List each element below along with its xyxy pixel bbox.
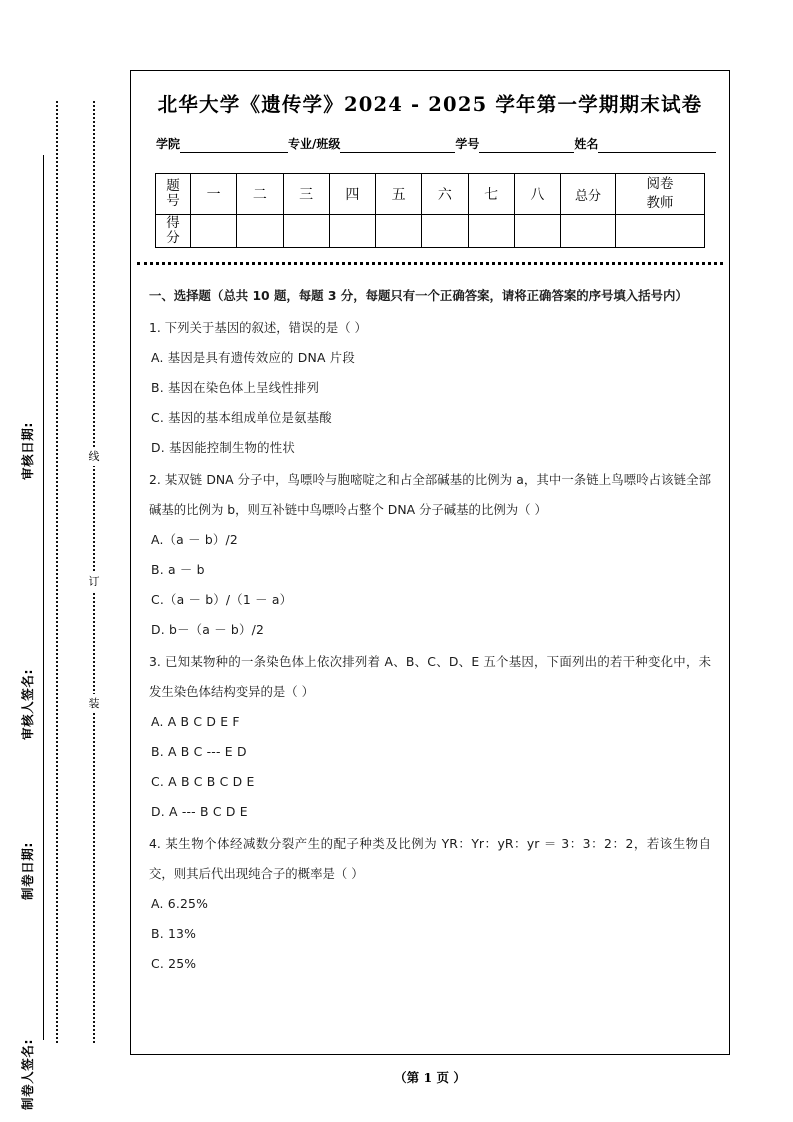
question-4-stem: 4. 某生物个体经减数分裂产生的配子种类及比例为 YR：Yr：yR：yr ＝ 3：3：2：2，若该生物自交，则其后代出现纯合子的概率是（ ） [149, 836, 711, 881]
col-header-total: 总分 [561, 174, 616, 215]
score-cell-5[interactable] [376, 215, 422, 248]
field-college-input[interactable] [180, 139, 288, 153]
score-cell-1[interactable] [191, 215, 237, 248]
page-title: 北华大学《遗传学》2024 - 2025 学年第一学期期末试卷 [157, 93, 703, 116]
left-margin-furniture [0, 0, 130, 1122]
question-2-option-c[interactable]: C.（a － b）/（1 － a） [151, 592, 293, 607]
row-label-score [156, 215, 191, 248]
col-header-1: 一 [191, 174, 237, 215]
question-1-option-b[interactable]: B. 基因在染色体上呈线性排列 [151, 380, 320, 395]
question-1-option-a[interactable]: A. 基因是具有遗传效应的 DNA 片段 [151, 350, 355, 365]
col-header-3: 三 [283, 174, 329, 215]
field-name-input[interactable] [598, 139, 716, 153]
score-cell-grader[interactable] [616, 215, 705, 248]
margin-label-review-date: 审核日期: [20, 422, 35, 480]
score-cell-total[interactable] [561, 215, 616, 248]
question-1-stem: 1. 下列关于基因的叙述，错误的是（ ） [149, 320, 367, 335]
field-student-id [455, 135, 574, 153]
row-label-question-number-line2: 号 [166, 193, 180, 209]
row-label-score-line1: 得 [166, 215, 180, 231]
col-header-grader [616, 174, 705, 215]
question-3-option-c[interactable]: C. A B C B C D E [151, 774, 255, 789]
score-cell-3[interactable] [283, 215, 329, 248]
question-body [149, 281, 711, 979]
page-footer: （第 1 页 ） [394, 1070, 466, 1085]
question-3-stem: 3. 已知某物种的一条染色体上依次排列着 A、B、C、D、E 五个基因，下面列出的若干种变化中，未发生染色体结构变异的是（ ） [149, 654, 711, 699]
table-row-question-numbers [156, 174, 705, 215]
question-3-option-b[interactable]: B. A B C --- E D [151, 744, 247, 759]
dotted-separator [137, 262, 723, 265]
field-student-id-label: 学号 [455, 137, 480, 151]
margin-solid-rule [43, 155, 44, 1040]
field-student-id-input[interactable] [479, 139, 574, 153]
question-1-option-c[interactable]: C. 基因的基本组成单位是氨基酸 [151, 410, 332, 425]
table-row-scores [156, 215, 705, 248]
field-name [574, 135, 716, 153]
row-label-question-number [156, 174, 191, 215]
col-header-7: 七 [468, 174, 514, 215]
col-header-8: 八 [514, 174, 560, 215]
col-header-4: 四 [329, 174, 375, 215]
row-label-score-line2: 分 [166, 230, 180, 246]
col-header-5: 五 [376, 174, 422, 215]
margin-label-paper-date: 制卷日期: [20, 842, 35, 900]
score-cell-6[interactable] [422, 215, 468, 248]
row-label-question-number-line1: 题 [166, 178, 180, 194]
question-3-option-d[interactable]: D. A --- B C D E [151, 804, 248, 819]
seam-char-zhuang: 装 [84, 694, 104, 713]
margin-label-reviewer-signature: 审核人签名: [20, 668, 35, 740]
field-major-class-input[interactable] [340, 139, 455, 153]
field-major-class [288, 135, 455, 153]
margin-dotted-rule-outer [56, 101, 58, 1043]
score-summary-table [155, 173, 705, 248]
exam-paper-frame [130, 70, 730, 1055]
question-2-option-d[interactable]: D. b－（a － b）/2 [151, 622, 265, 637]
score-cell-8[interactable] [514, 215, 560, 248]
question-4-option-b[interactable]: B. 13% [151, 926, 197, 941]
seam-char-ding: 订 [84, 572, 104, 591]
question-4-option-c[interactable]: C. 25% [151, 956, 197, 971]
question-2-stem: 2. 某双链 DNA 分子中，鸟嘌呤与胞嘧啶之和占全部碱基的比例为 a，其中一条链上鸟嘌呤占该链全部碱基的比例为 b，则互补链中鸟嘌呤占整个 DNA 分子碱基的比例为（ ） [149, 472, 711, 517]
score-cell-4[interactable] [329, 215, 375, 248]
question-4-option-a[interactable]: A. 6.25% [151, 896, 209, 911]
question-3-option-a[interactable]: A. A B C D E F [151, 714, 240, 729]
field-college-label: 学院 [156, 137, 181, 151]
score-cell-2[interactable] [237, 215, 283, 248]
question-1-option-d[interactable]: D. 基因能控制生物的性状 [151, 440, 295, 455]
student-identity-fields [156, 135, 707, 153]
col-header-grader-line1: 阅卷 [646, 176, 674, 192]
question-2-option-a[interactable]: A.（a － b）/2 [151, 532, 238, 547]
score-cell-7[interactable] [468, 215, 514, 248]
seam-char-xian: 线 [84, 447, 104, 466]
margin-label-paper-maker-signature: 制卷人签名: [20, 1038, 35, 1110]
field-name-label: 姓名 [574, 137, 599, 151]
col-header-2: 二 [237, 174, 283, 215]
question-2-option-b[interactable]: B. a － b [151, 562, 205, 577]
field-college [156, 135, 288, 153]
field-major-class-label: 专业/班级 [288, 137, 341, 151]
section-heading: 一、选择题（总共 10 题，每题 3 分，每题只有一个正确答案，请将正确答案的序号填入括号内） [149, 288, 688, 303]
col-header-6: 六 [422, 174, 468, 215]
col-header-grader-line2: 教师 [646, 195, 674, 211]
